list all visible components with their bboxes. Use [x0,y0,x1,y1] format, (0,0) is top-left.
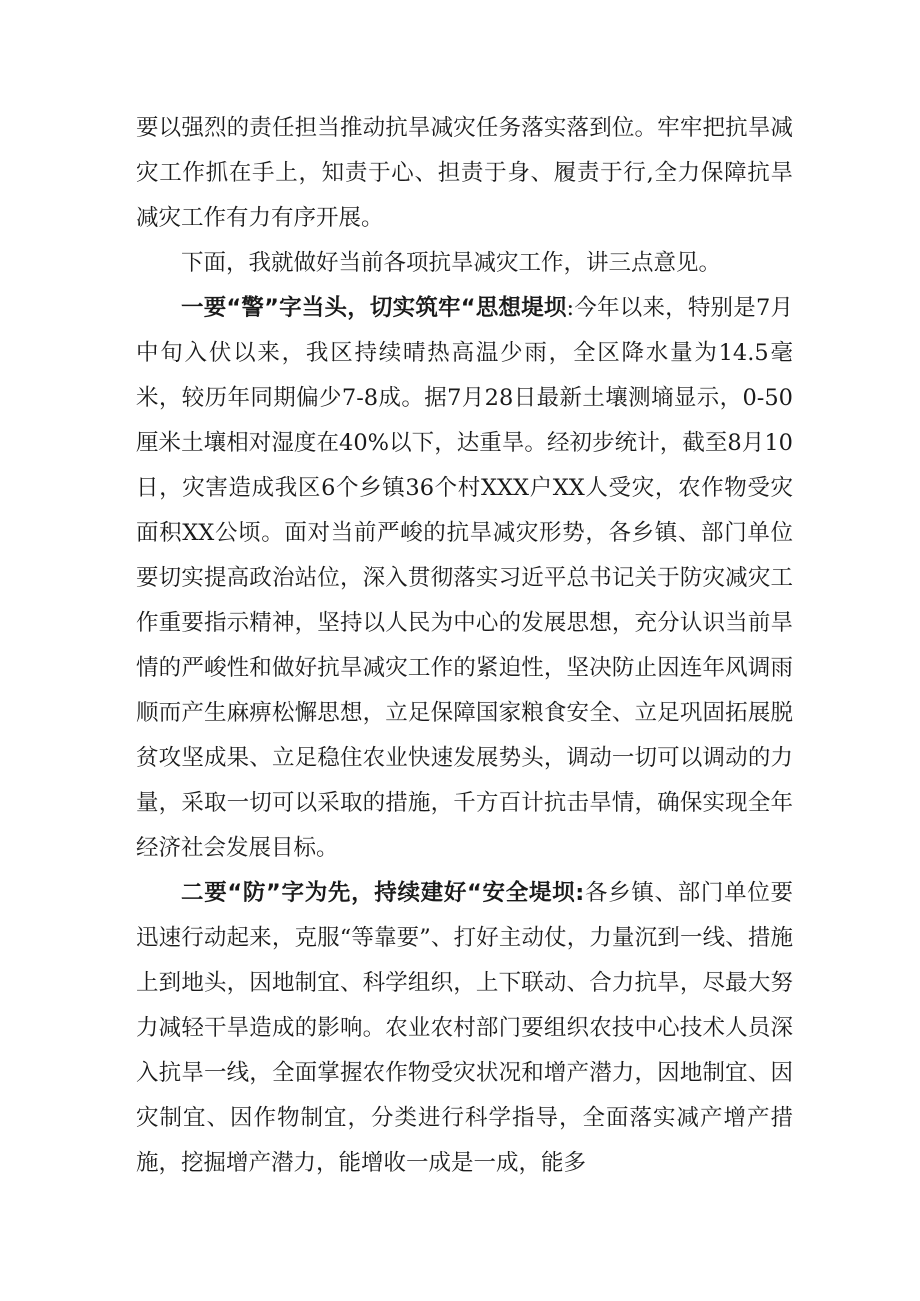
paragraph-text: 各乡镇、部门单位要迅速行动起来，克服“等靠要”、打好主动仗，力量沉到一线、措施上到地头，因地制宜、科学组织，上下联动、合力抗旱，尽最大努力减轻干旱造成的影响。农业农村部门要组织农技中心技术人员深入抗旱一线，全面掌握农作物受灾状况和增产潜力，因地制宜、因灾制宜、因作物制宜，分类进行科学指导，全面落实减产增产措施，挖掘增产潜力，能增收一成是一成，能多 [136,880,793,1176]
paragraph-intro [136,106,793,241]
paragraph-text: 下面，我就做好当前各项抗旱减灾工作，讲三点意见。 [181,250,722,276]
paragraph-transition [136,241,793,286]
paragraph-text: 要以强烈的责任担当推动抗旱减灾任务落实落到位。牢牢把抗旱减灾工作抓在手上，知责于心、担责于身、履责于行,全力保障抗旱减灾工作有力有序开展。 [136,115,793,231]
document-body [136,106,793,1186]
paragraph-text: :今年以来，特别是7月中旬入伏以来，我区持续晴热高温少雨，全区降水量为14.5毫米，较历年同期偏少7-8成。据7月28日最新土壤测墒显示，0-50厘米土壤相对湿度在40%以下，达重旱。经初步统计，截至8月10日，灾害造成我区6个乡镇36个村XXX户XX人受灾，农作物受灾面积XX公顷。面对当前严峻的抗旱减灾形势，各乡镇、部门单位要切实提高政治站位，深入贯彻落实习近平总书记关于防灾减灾工作重要指示精神，坚持以人民为中心的发展思想，充分认识当前旱情的严峻性和做好抗旱减灾工作的紧迫性，坚决防止因连年风调雨顺而产生麻痹松懈思想，立足保障国家粮食安全、立足巩固拓展脱贫攻坚成果、立足稳住农业快速发展势头，调动一切可以调动的力量，采取一切可以采取的措施，千方百计抗击旱情，确保实现全年经济社会发展目标。 [136,295,793,861]
paragraph-point-one [136,286,793,871]
paragraph-point-two [136,871,793,1186]
section-heading: 二要“防”字为先，持续建好“安全堤坝: [181,880,585,906]
section-heading: 一要“警”字当头，切实筑牢“思想堤坝 [181,295,567,321]
